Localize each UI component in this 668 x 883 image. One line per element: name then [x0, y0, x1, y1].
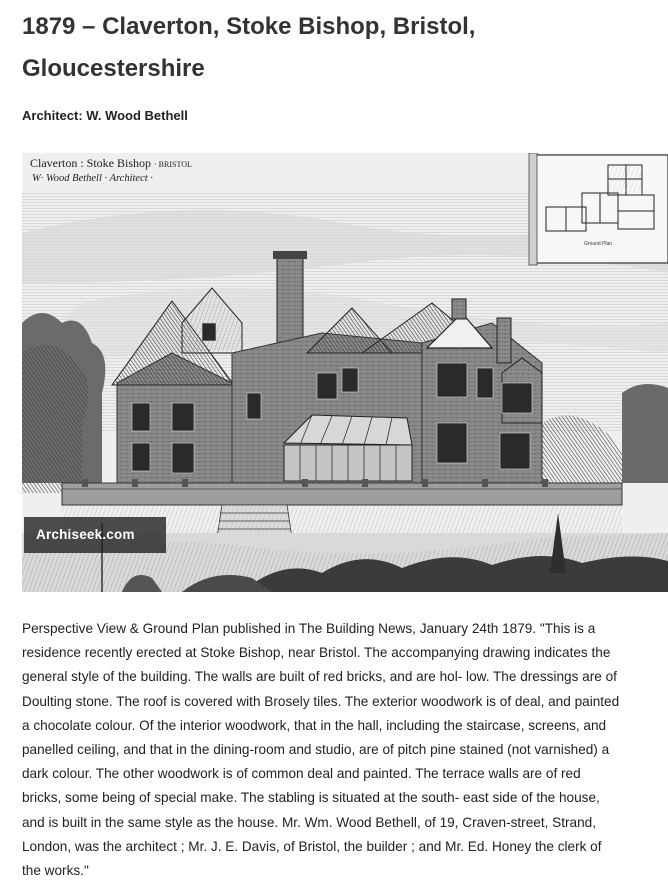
title-line-1: 1879 – Claverton, Stoke Bishop, Bristol,	[22, 13, 476, 40]
description-paragraph	[22, 617, 668, 883]
engraving-caption-small: · BRISTOL	[154, 160, 192, 169]
description-line: panelled ceiling, and that in the dining-room and studio, are of pitch pine stained (not varnished) a	[22, 742, 610, 758]
description-line: Perspective View & Ground Plan published in The Building News, January 24th 1879. "This is a	[22, 621, 596, 636]
description-line: dark colour. The other woodwork is of common deal and painted. The terrace walls are of red	[22, 766, 581, 782]
plan-label: Ground Plan	[584, 241, 613, 247]
page-title	[22, 6, 662, 90]
description-line: general style of the building. The walls are built of red bricks, and are hol- low. The dressings are of	[22, 669, 617, 685]
description-line: residence recently erected at Stoke Bishop, near Bristol. The accompanying drawing indicates the	[22, 645, 611, 661]
engraving-caption-architect: W· Wood Bethell · Architect ·	[32, 173, 153, 184]
description-line: bricks, some being of special make. The stabling is situated at the south- east side of the house,	[22, 790, 600, 806]
ground-plan-inset	[529, 153, 668, 265]
architect-credit: Architect: W. Wood Bethell	[22, 108, 188, 123]
engraving-image	[22, 153, 668, 592]
description-line: London, was the architect ; Mr. J. E. Davis, of Bristol, the builder ; and Mr. Ed. Honey the clerk of	[22, 838, 602, 854]
archiseek-watermark: Archiseek.com	[24, 517, 166, 553]
engraving-caption-main: Claverton : Stoke Bishop	[30, 156, 151, 170]
title-line-2: Gloucestershire	[22, 55, 205, 82]
description-line: the works."	[22, 863, 89, 879]
description-line: a chocolate colour. Of the interior woodwork, that in the hall, including the staircase, screens, and	[22, 717, 607, 733]
description-line: and is built in the same style as the house. Mr. Wm. Wood Bethell, of 19, Craven-street, Strand,	[22, 814, 596, 830]
description-line: Doulting stone. The roof is covered with Brosely tiles. The exterior woodwork is of deal, and painted	[22, 693, 620, 709]
